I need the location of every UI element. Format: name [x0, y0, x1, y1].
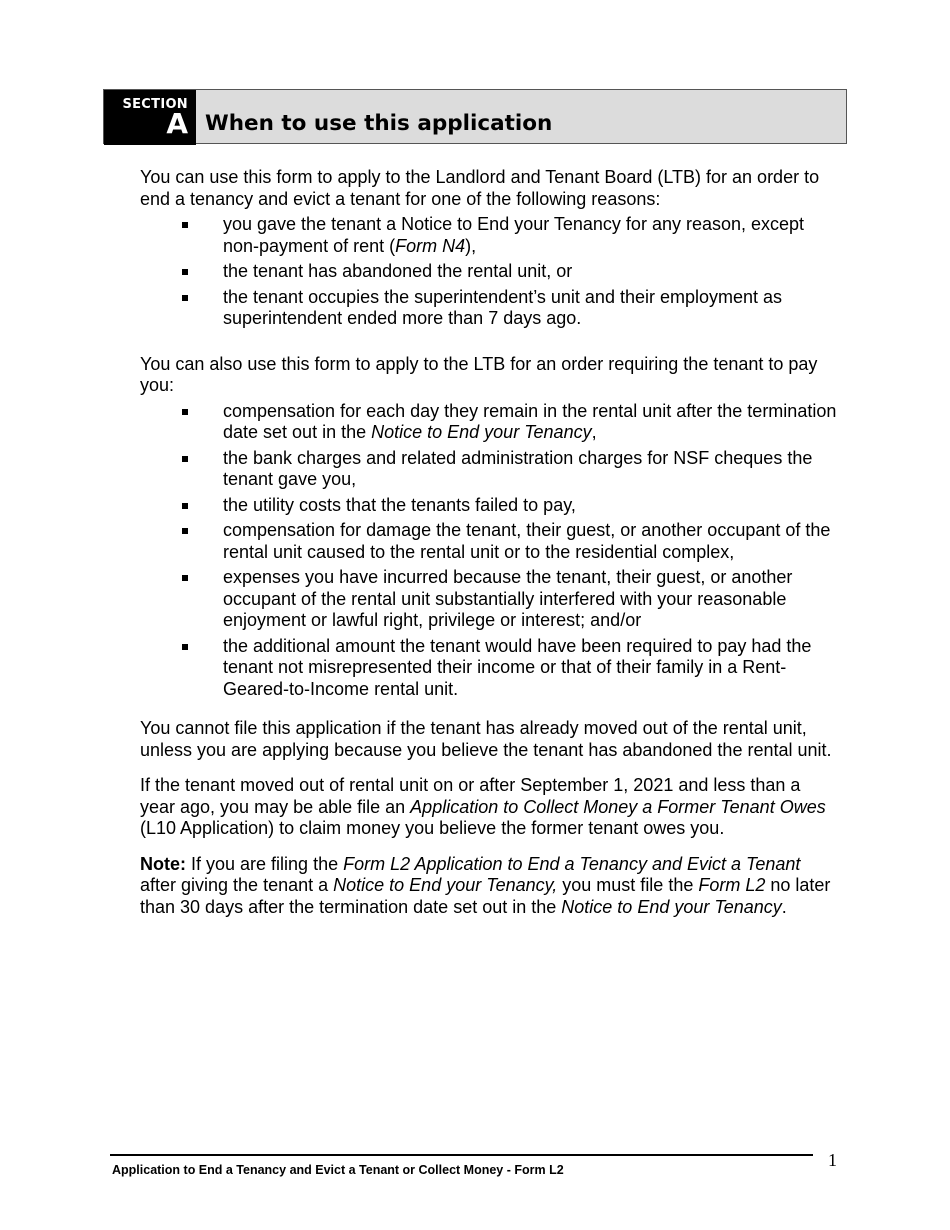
intro-paragraph: You can use this form to apply to the Landlord and Tenant Board (LTB) for an order to end a tenancy and evict a tenant for one of the following reasons: — [140, 167, 820, 209]
section-body — [140, 167, 840, 918]
square-bullet-icon — [182, 409, 188, 415]
square-bullet-icon — [182, 456, 188, 462]
cannot-file-paragraph: You cannot file this application if the tenant has already moved out of the rental unit, unless you are applying because you believe the tenant has abandoned the rental unit. — [140, 718, 832, 760]
section-title: When to use this application — [205, 111, 553, 136]
footer-title: Application to End a Tenancy and Evict a Tenant or Collect Money - Form L2 — [112, 1163, 564, 1177]
list-item: the utility costs that the tenants failed to pay, — [140, 495, 840, 517]
square-bullet-icon — [182, 269, 188, 275]
moved-out-paragraph: If the tenant moved out of rental unit on or after September 1, 2021 and less than a year ago, you may be able file an Application to Collect Money a Former Tenant Owes (L10 Application) to claim money you believe the former tenant owes you. — [140, 775, 826, 838]
section-letter: A — [166, 107, 188, 140]
list-item: the tenant has abandoned the rental unit, or — [140, 261, 840, 283]
square-bullet-icon — [182, 575, 188, 581]
payments-list — [140, 401, 840, 701]
list-item: compensation for damage the tenant, their guest, or another occupant of the rental unit caused to the rental unit or to the residential complex, — [140, 520, 840, 563]
page-number: 1 — [828, 1150, 837, 1170]
list-item: expenses you have incurred because the tenant, their guest, or another occupant of the rental unit substantially interfered with your reasonable enjoyment or lawful right, privilege or interest; and/or — [140, 567, 840, 632]
square-bullet-icon — [182, 295, 188, 301]
list-item: compensation for each day they remain in the rental unit after the termination date set out in the Notice to End your Tenancy, — [140, 401, 840, 444]
square-bullet-icon — [182, 503, 188, 509]
note-label: Note: — [140, 853, 186, 874]
also-intro-paragraph: You can also use this form to apply to the LTB for an order requiring the tenant to pay you: — [140, 353, 818, 395]
list-item: the tenant occupies the superintendent’s unit and their employment as superintendent ended more than 7 days ago. — [140, 287, 840, 330]
section-tag — [104, 90, 196, 145]
section-word: SECTION — [122, 97, 188, 112]
square-bullet-icon — [182, 644, 188, 650]
section-header — [103, 89, 847, 144]
list-item: you gave the tenant a Notice to End your Tenancy for any reason, except non-payment of rent (Form N4), — [140, 214, 840, 257]
square-bullet-icon — [182, 222, 188, 228]
list-item: the additional amount the tenant would have been required to pay had the tenant not misrepresented their income or that of their family in a Rent-Geared-to-Income rental unit. — [140, 636, 840, 701]
reasons-list — [140, 214, 840, 330]
square-bullet-icon — [182, 528, 188, 534]
note-paragraph: Note: If you are filing the Form L2 Application to End a Tenancy and Evict a Tenant after giving the tenant a Notice to End your Tenancy, you must file the Form L2 no later than 30 days after the termination date set out in the Notice to End your Tenancy. — [140, 853, 831, 917]
list-item: the bank charges and related administration charges for NSF cheques the tenant gave you, — [140, 448, 840, 491]
footer-divider — [110, 1154, 813, 1156]
